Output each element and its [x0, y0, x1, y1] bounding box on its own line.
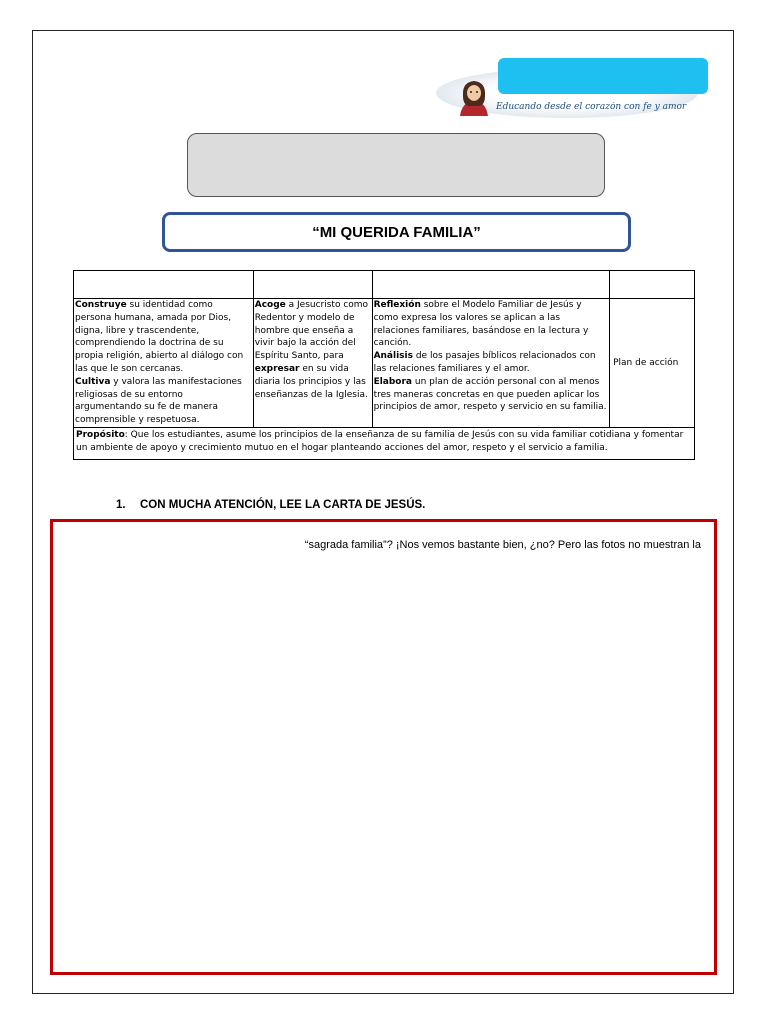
section-heading [116, 499, 425, 511]
purpose-cell: Propósito: Que los estudiantes, asume los principios de la enseñanza de su familia de Jesús con su vida familiar cotidiana y fomentar un ambiente de apoyo y crecimiento mutuo en el hogar planteando acciones del amor, respeto y el servicio a familia. [74, 427, 695, 459]
jesus-avatar-icon [454, 76, 494, 116]
page-title: “MI QUERIDA FAMILIA” [312, 223, 481, 241]
section-heading-text: CON MUCHA ATENCIÓN, LEE LA CARTA DE JESÚS. [140, 499, 426, 511]
table-row [74, 299, 695, 428]
competency-cell-1: Construye su identidad como persona humana, amada por Dios, digna, libre y trascendente, comprendiendo la doctrina de su propia religión, abierto al diálogo con las que le son cercanas. Cultiva y valora las manifestaciones religiosas de su entorno argumentando su fe de manera comprensible y respetuosa. [74, 299, 254, 428]
header-cell [253, 271, 372, 299]
header-info-box [187, 133, 605, 197]
purpose-row [74, 427, 695, 459]
header-cell [74, 271, 254, 299]
logo-banner [498, 58, 708, 94]
letter-text-line: “sagrada familia”? ¡Nos vemos bastante bien, ¿no? Pero las fotos no muestran la [304, 539, 701, 551]
letter-box [50, 519, 717, 975]
competencies-table [73, 270, 695, 460]
title-box [162, 212, 631, 252]
school-logo [436, 58, 708, 122]
evidence-cell: Plan de acción [610, 299, 695, 428]
header-cell [372, 271, 610, 299]
criteria-cell: Reflexión sobre el Modelo Familiar de Jesús y como expresa los valores se aplican a las relaciones familiares, basándose en la lectura y canción. Análisis de los pasajes bíblicos relacionados con las relaciones familiares y el amor. Elabora un plan de acción personal con al menos tres maneras concretas en que pueden aplicar los principios de amor, respeto y servicio en su familia. [372, 299, 610, 428]
section-number: 1. [116, 499, 126, 511]
table-header-row [74, 271, 695, 299]
competency-cell-2: Acoge a Jesucristo como Redentor y modelo de hombre que enseña a vivir bajo la acción del Espíritu Santo, para expresar en su vida diaria los principios y las enseñanzas de la Iglesia. [253, 299, 372, 428]
header-cell [610, 271, 695, 299]
logo-tagline: Educando desde el corazón con fe y amor [496, 102, 687, 112]
